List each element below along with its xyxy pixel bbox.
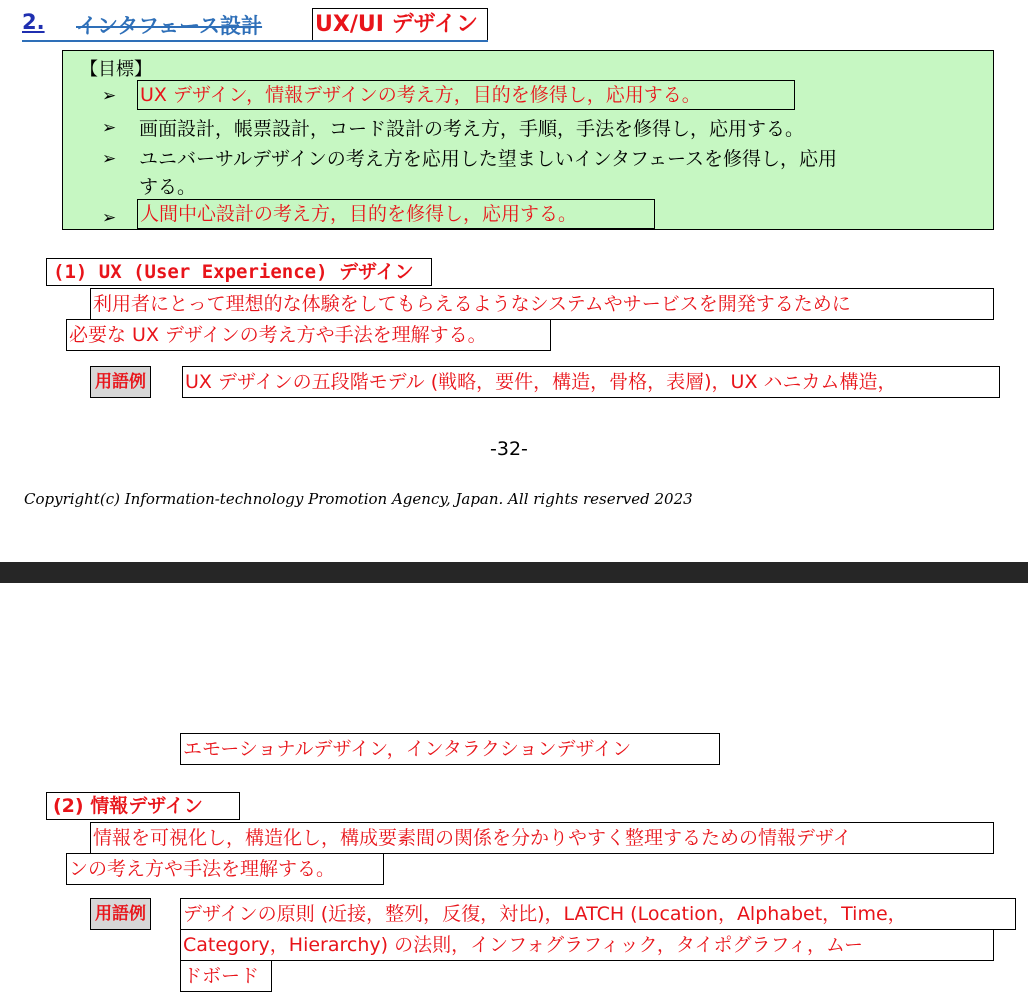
goal-item-1: UX デザイン，情報デザインの考え方，目的を修得し，応用する。 (137, 80, 795, 110)
sub2-heading: (2) 情報デザイン (46, 792, 240, 820)
section-new-title: UX/UI デザイン (312, 8, 488, 42)
page-separator (0, 562, 1028, 583)
sub2-term-label: 用語例 (90, 898, 151, 930)
sub1-body-line2: 必要な UX デザインの考え方や手法を理解する。 (66, 319, 551, 351)
bullet-icon: ➢ (102, 208, 117, 228)
sub1-body-line1: 利用者にとって理想的な体験をしてもらえるようなシステムやサービスを開発するために (90, 288, 994, 320)
sub2-body-line2: ンの考え方や手法を理解する。 (66, 853, 384, 885)
goal-item-4: 人間中心設計の考え方，目的を修得し，応用する。 (137, 199, 655, 229)
sub1-terms-line1: UX デザインの五段階モデル (戦略，要件，構造，骨格，表層)，UX ハニカム構造， (182, 366, 1000, 398)
page-number: -32- (490, 438, 528, 460)
goal-item-3-cont: する。 (139, 176, 197, 198)
sub1-term-label: 用語例 (90, 366, 151, 398)
copyright: Copyright(c) Information-technology Promotion Agency, Japan. All rights reserved 2023 (24, 490, 693, 508)
bullet-icon: ➢ (102, 149, 117, 169)
goal-item-3: ユニバーサルデザインの考え方を応用した望ましいインタフェースを修得し，応用 (139, 148, 838, 170)
bullet-icon: ➢ (102, 86, 117, 106)
sub2-body-line1: 情報を可視化し，構造化し，構成要素間の関係を分かりやすく整理するための情報デザイ (90, 822, 994, 854)
section-number: 2. (22, 10, 45, 34)
sub1-heading: (1) UX (User Experience) デザイン (46, 258, 432, 286)
sub2-terms-line3: ドボード (180, 960, 272, 992)
section-underline (22, 40, 488, 42)
sub2-terms-line1: デザインの原則 (近接，整列，反復，対比)，LATCH (Location，Alphabet，Time， (180, 898, 1016, 930)
goal-item-2: 画面設計，帳票設計，コード設計の考え方，手順，手法を修得し，応用する。 (139, 118, 805, 140)
section-old-title: インタフェース設計 (76, 14, 263, 38)
bullet-icon: ➢ (102, 118, 117, 138)
sub2-terms-line2: Category，Hierarchy) の法則，インフォグラフィック，タイポグラフィ，ムー (180, 929, 994, 961)
sub1-terms-line2: エモーショナルデザイン，インタラクションデザイン (180, 733, 720, 765)
goal-title: 【目標】 (80, 59, 152, 80)
